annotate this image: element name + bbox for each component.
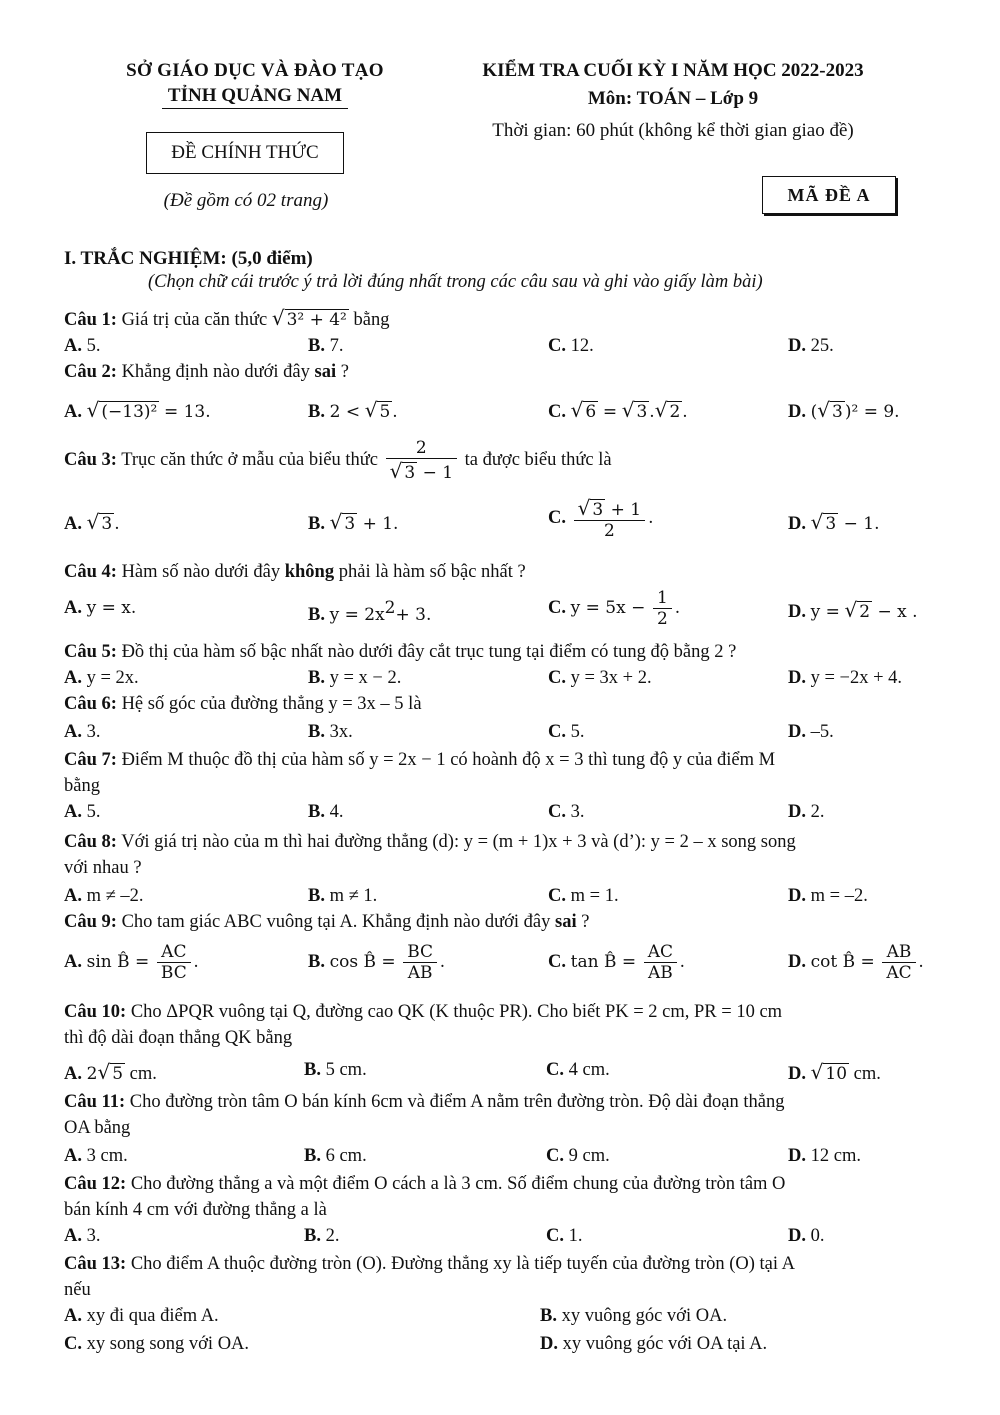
option-d: D. √ 10 cm. <box>788 1060 881 1084</box>
option-c: C. xy song song với OA. <box>64 1334 250 1354</box>
question-label: Câu 1: <box>64 310 117 330</box>
option-a: A. 3 cm. <box>64 1146 128 1166</box>
question-13-continued: nếu <box>64 1280 91 1300</box>
option-a: A. y = x. <box>64 598 137 618</box>
option-d: D. 25. <box>788 336 834 356</box>
question-text: bằng <box>353 310 390 330</box>
option-a: A. 2√ 5 cm. <box>64 1060 157 1084</box>
option-b: B. 7. <box>308 336 344 356</box>
question-9: Câu 9: Cho tam giác ABC vuông tại A. Khẳng định nào dưới đây sai ? <box>64 912 590 932</box>
option-d: D. 12 cm. <box>788 1146 861 1166</box>
question-7-continued: bằng <box>64 776 100 796</box>
question-8-continued: với nhau ? <box>64 858 142 878</box>
option-d: D. xy vuông góc với OA tại A. <box>540 1334 768 1354</box>
option-b: B. 4. <box>308 802 344 822</box>
question-4: Câu 4: Hàm số nào dưới đây không phải là hàm số bậc nhất ? <box>64 562 526 582</box>
option-a: A. 5. <box>64 336 101 356</box>
question-6: Câu 6: Hệ số góc của đường thẳng y = 3x – 5 là <box>64 694 422 714</box>
option-c: C. 1. <box>546 1226 583 1246</box>
official-badge: ĐỀ CHÍNH THỨC <box>146 132 344 174</box>
option-a: A. 3. <box>64 722 101 742</box>
option-b: B. y = x − 2. <box>308 668 402 688</box>
exam-title: KIỂM TRA CUỐI KỲ I NĂM HỌC 2022-2023 <box>482 60 864 81</box>
option-d: D. –5. <box>788 722 834 742</box>
option-d: D. m = –2. <box>788 886 868 906</box>
option-b: B. $y = 2x^2+ 3$. <box>308 598 432 626</box>
department-name: SỞ GIÁO DỤC VÀ ĐÀO TẠO <box>126 60 384 81</box>
sqrt-expression: √ 3² + 4² <box>271 306 347 330</box>
exam-header <box>438 60 908 142</box>
option-c: C. 3. <box>548 802 585 822</box>
option-b: B. 2 < √ 5 . <box>308 398 398 422</box>
question-3: Câu 3: Trục căn thức ở mẫu của biểu thức $\frac{2}{√ 3 - 1}$ ta được biểu thức là <box>64 438 612 484</box>
option-d: D. 2. <box>788 802 825 822</box>
option-a: A. y = 2x. <box>64 668 139 688</box>
option-d: D. y = −2x + 4. <box>788 668 903 688</box>
option-a: A. 5. <box>64 802 101 822</box>
option-a: A. m ≠ –2. <box>64 886 144 906</box>
option-d: D. (√ 3 )² = 9. <box>788 398 900 422</box>
province-name: TỈNH QUẢNG NAM <box>162 85 348 109</box>
option-a: A. √ 3 . <box>64 510 120 534</box>
option-c: C. √ 6 = √ 3 .√ 2 . <box>548 398 688 422</box>
fraction: $\frac{2}{√ 3 - 1}$ <box>386 438 457 484</box>
exam-time: Thời gian: 60 phút (không kể thời gian giao đề) <box>492 120 854 141</box>
option-d: D. cot B̂ = $\frac{AB}{AC}$ . <box>788 942 924 984</box>
option-c: C. y = 5x − $\frac{1}{2}$ . <box>548 588 681 630</box>
option-b: B. cos B̂ = $\frac{BC}{AB}$ . <box>308 942 445 984</box>
question-13: Câu 13: Cho điểm A thuộc đường tròn (O). Đường thẳng xy là tiếp tuyến của đường tròn (O) tại A <box>64 1254 795 1274</box>
option-b: B. m ≠ 1. <box>308 886 378 906</box>
question-12-continued: bán kính 4 cm với đường thẳng a là <box>64 1200 327 1220</box>
question-1 <box>64 306 389 331</box>
question-11-continued: OA bằng <box>64 1118 131 1138</box>
pages-note: (Đề gồm có 02 trang) <box>163 190 329 211</box>
option-c: C. 4 cm. <box>546 1060 610 1080</box>
option-a: A. xy đi qua điểm A. <box>64 1306 219 1326</box>
option-b: B. 2. <box>304 1226 340 1246</box>
option-d: D. 0. <box>788 1226 825 1246</box>
option-a: A. √ (−13)² = 13. <box>64 398 211 422</box>
exam-subject: Môn: TOÁN – Lớp 9 <box>587 88 759 109</box>
option-b: B. 5 cm. <box>304 1060 367 1080</box>
option-d: D. y = √ 2 − x . <box>788 598 918 622</box>
option-b: B. xy vuông góc với OA. <box>540 1306 728 1326</box>
question-12: Câu 12: Cho đường thẳng a và một điểm O cách a là 3 cm. Số điểm chung của đường tròn tâm O <box>64 1174 786 1194</box>
option-c: C. y = 3x + 2. <box>548 668 652 688</box>
option-c: C. 5. <box>548 722 585 742</box>
section-instruction: (Chọn chữ cái trước ý trả lời đúng nhất trong các câu sau và ghi vào giấy làm bài) <box>148 272 763 292</box>
department-header <box>100 60 410 109</box>
section-title: I. TRẮC NGHIỆM: (5,0 điểm) <box>64 248 313 269</box>
option-d: D. √ 3 − 1. <box>788 510 880 534</box>
question-text: Giá trị của căn thức <box>121 310 268 330</box>
option-b: B. 6 cm. <box>304 1146 367 1166</box>
question-10: Câu 10: Cho ΔPQR vuông tại Q, đường cao QK (K thuộc PR). Cho biết PK = 2 cm, PR = 10 cm <box>64 1002 783 1022</box>
question-2: Câu 2: Khẳng định nào dưới đây sai ? <box>64 362 349 382</box>
option-c: C. m = 1. <box>548 886 619 906</box>
question-7: Câu 7: Điểm M thuộc đồ thị của hàm số y = 2x − 1 có hoành độ x = 3 thì tung độ y của điểm M <box>64 750 776 770</box>
question-10-continued: thì độ dài đoạn thẳng QK bằng <box>64 1028 293 1048</box>
question-8: Câu 8: Với giá trị nào của m thì hai đường thẳng (d): y = (m + 1)x + 3 và (d’): y = 2 – x song song <box>64 832 796 852</box>
option-a: A. sin B̂ = $\frac{AC}{BC}$ . <box>64 942 199 984</box>
question-5: Câu 5: Đồ thị của hàm số bậc nhất nào dưới đây cắt trục tung tại điểm có tung độ bằng 2 ? <box>64 642 737 662</box>
question-11: Câu 11: Cho đường tròn tâm O bán kính 6cm và điểm A nằm trên đường tròn. Độ dài đoạn thẳng <box>64 1092 785 1112</box>
option-a: A. 3. <box>64 1226 101 1246</box>
option-c: C. 12. <box>548 336 594 356</box>
option-b: B. 3x. <box>308 722 353 742</box>
option-c: C. 9 cm. <box>546 1146 610 1166</box>
option-c: C. tan B̂ = $\frac{AC}{AB}$ . <box>548 942 685 984</box>
option-b: B. √ 3 + 1. <box>308 510 399 534</box>
option-c: C. $\frac{√ 3 + 1}{2}$ . <box>548 496 654 542</box>
exam-code-badge: MÃ ĐỀ A <box>762 176 896 214</box>
